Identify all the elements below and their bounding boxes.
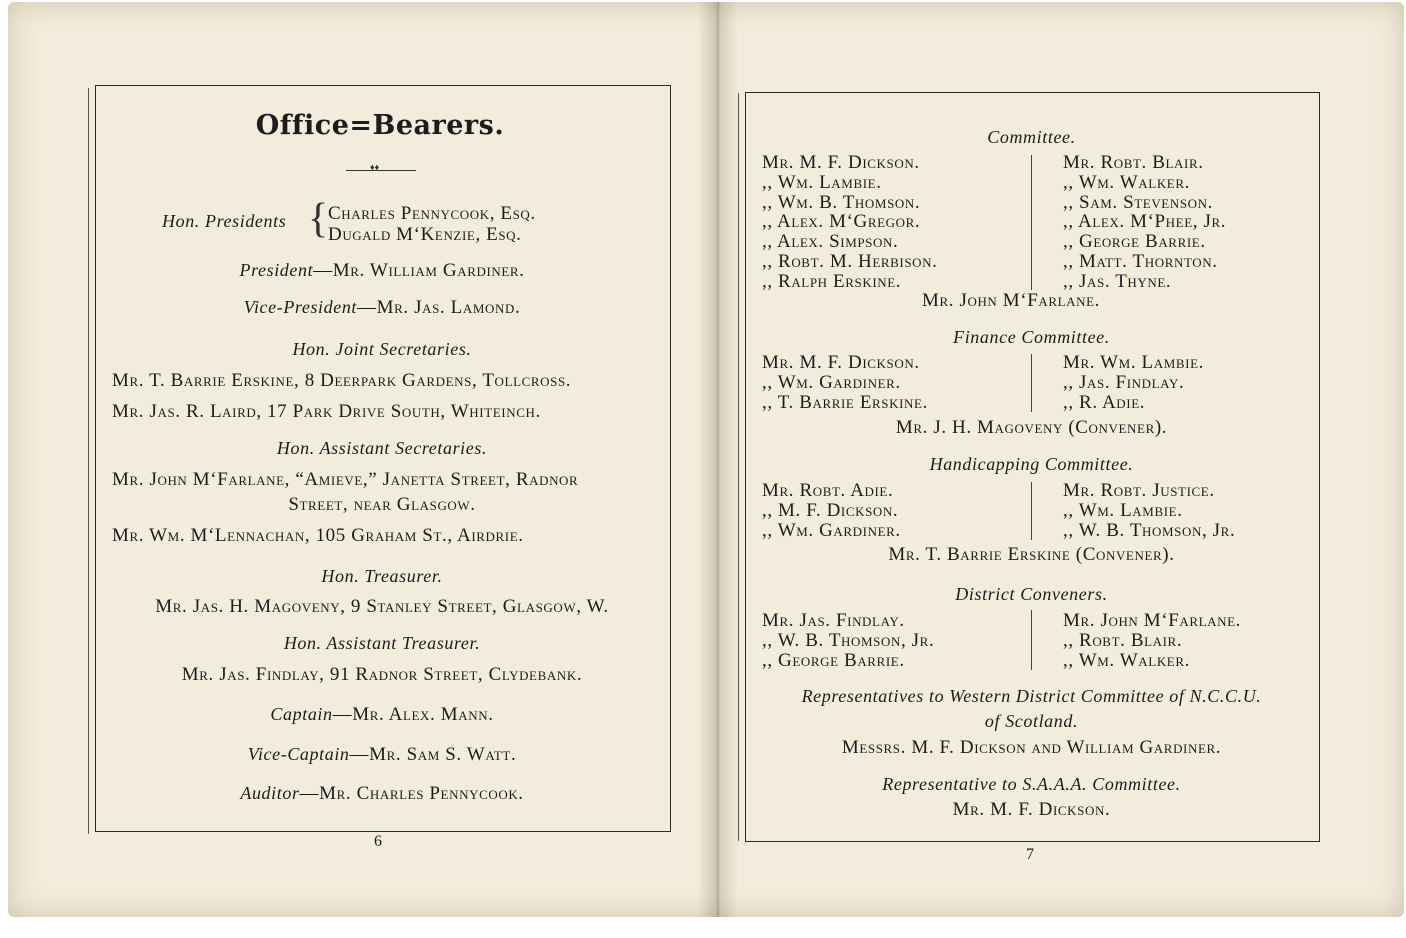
page-title: Office=Bearers.	[255, 110, 505, 141]
handicapping-left-member: Mr. Robt. Adie.	[762, 480, 894, 501]
district-heading: District Conveners.	[955, 584, 1108, 604]
vice-president-name: —Mr. Jas. Lamond.	[357, 297, 521, 318]
district-divider	[1031, 610, 1032, 670]
assistant-secretary-1b: Street, near Glasgow.	[288, 494, 476, 515]
western-members: Messrs. M. F. Dickson and William Gardiner.	[841, 737, 1222, 758]
joint-secretary-2: Mr. Jas. R. Laird, 17 Park Drive South, Whiteinch.	[112, 401, 541, 422]
treasurer: Mr. Jas. H. Magoveny, 9 Stanley Street, Glasgow, W.	[155, 596, 609, 617]
committee-right-member: ,, Alex. M‘Phee, Jr.	[1063, 211, 1227, 233]
page-number-left: 6	[374, 833, 382, 850]
hon-presidents-label: Hon. Presidents	[162, 211, 287, 231]
assistant-secretary-1a: Mr. John M‘Farlane, “Amieve,” Janetta Street, Radnor	[112, 469, 579, 490]
committee-left-member: ,, Wm. B. Thomson.	[762, 191, 921, 213]
president-line	[95, 260, 669, 282]
finance-right-member: ,, Jas. Findlay.	[1063, 371, 1185, 393]
finance-right-member: ,, R. Adie.	[1063, 391, 1146, 413]
handicapping-left-member: ,, M. F. Dickson.	[762, 499, 899, 521]
assistant-treasurer-heading: Hon. Assistant Treasurer.	[283, 633, 481, 653]
finance-right-member: Mr. Wm. Lambie.	[1063, 352, 1204, 373]
committee-divider	[1031, 155, 1032, 290]
finance-left-member: ,, Wm. Gardiner.	[762, 371, 901, 393]
saaa-member: Mr. M. F. Dickson.	[952, 799, 1111, 820]
vice-captain-name: —Mr. Sam S. Watt.	[349, 744, 517, 765]
vice-president-label: Vice-President	[243, 297, 358, 317]
president-label: President	[239, 260, 314, 280]
treasurer-heading: Hon. Treasurer.	[321, 566, 443, 586]
committee-right-member: ,, Sam. Stevenson.	[1063, 191, 1213, 213]
finance-heading: Finance Committee.	[953, 327, 1110, 347]
finance-left-member: Mr. M. F. Dickson.	[762, 352, 920, 373]
handicapping-heading: Handicapping Committee.	[929, 454, 1134, 474]
committee-left-member: ,, Robt. M. Herbison.	[762, 251, 938, 272]
committee-right-member: ,, Jas. Thyne.	[1063, 270, 1172, 292]
title-ornament	[346, 170, 416, 171]
committee-left-member: ,, Wm. Lambie.	[762, 171, 882, 193]
handicapping-right-member: Mr. Robt. Justice.	[1063, 480, 1215, 501]
district-left-member: ,, W. B. Thomson, Jr.	[762, 629, 935, 651]
hon-president-1: Charles Pennycook, Esq.	[328, 203, 536, 224]
brace-icon: {	[308, 196, 329, 242]
district-right-member: Mr. John M‘Farlane.	[1063, 610, 1242, 631]
captain-line	[95, 704, 669, 726]
captain-label: Captain	[270, 704, 333, 724]
vice-president-line	[95, 297, 669, 319]
left-frame-inner-rule	[88, 88, 89, 834]
committee-heading: Committee.	[987, 127, 1076, 147]
committee-right-member: ,, George Barrie.	[1063, 231, 1206, 253]
district-left-member: ,, George Barrie.	[762, 649, 905, 671]
handicapping-convener: Mr. T. Barrie Erskine (Convener).	[888, 544, 1175, 565]
district-right-member: ,, Wm. Walker.	[1063, 649, 1190, 671]
western-heading-1: Representatives to Western District Committee of N.C.C.U.	[801, 686, 1262, 706]
joint-secretaries-heading: Hon. Joint Secretaries.	[292, 339, 472, 359]
committee-left-member: Mr. M. F. Dickson.	[762, 152, 920, 173]
district-left-member: Mr. Jas. Findlay.	[762, 610, 905, 631]
auditor-label: Auditor	[240, 783, 300, 803]
assistant-treasurer: Mr. Jas. Findlay, 91 Radnor Street, Clydebank.	[181, 664, 583, 685]
auditor-name: —Mr. Charles Pennycook.	[299, 783, 524, 804]
handicapping-right-member: ,, W. B. Thomson, Jr.	[1063, 519, 1236, 541]
finance-convener: Mr. J. H. Magoveny (Convener).	[895, 417, 1168, 438]
district-right-member: ,, Robt. Blair.	[1063, 629, 1183, 651]
captain-name: —Mr. Alex. Mann.	[332, 704, 494, 725]
right-frame-inner-rule	[738, 93, 739, 841]
saaa-heading: Representative to S.A.A.A. Committee.	[882, 774, 1181, 794]
committee-left-member: ,, Alex. Simpson.	[762, 231, 899, 253]
committee-left-member: ,, Ralph Erskine.	[762, 270, 902, 292]
committee-right-member: ,, Wm. Walker.	[1063, 171, 1190, 193]
assistant-secretary-2: Mr. Wm. M‘Lennachan, 105 Graham St., Airdrie.	[112, 525, 524, 546]
hon-president-2: Dugald M‘Kenzie, Esq.	[328, 224, 522, 245]
auditor-line	[95, 783, 669, 805]
committee-last-member: Mr. John M‘Farlane.	[922, 290, 1101, 311]
handicapping-right-member: ,, Wm. Lambie.	[1063, 499, 1183, 521]
president-name: —Mr. William Gardiner.	[313, 260, 525, 281]
page-number-right: 7	[1026, 846, 1034, 863]
finance-left-member: ,, T. Barrie Erskine.	[762, 391, 928, 413]
book-gutter	[698, 2, 738, 917]
handicapping-divider	[1031, 482, 1032, 540]
committee-right-member: ,, Matt. Thornton.	[1063, 251, 1218, 272]
vice-captain-label: Vice-Captain	[247, 744, 350, 764]
committee-left-member: ,, Alex. M‘Gregor.	[762, 211, 921, 233]
vice-captain-line	[95, 744, 669, 766]
finance-divider	[1031, 354, 1032, 412]
joint-secretary-1: Mr. T. Barrie Erskine, 8 Deerpark Gardens, Tollcross.	[112, 370, 572, 391]
assistant-secretaries-heading: Hon. Assistant Secretaries.	[276, 438, 488, 458]
committee-right-member: Mr. Robt. Blair.	[1063, 152, 1204, 173]
handicapping-left-member: ,, Wm. Gardiner.	[762, 519, 901, 541]
western-heading-2: of Scotland.	[984, 711, 1079, 731]
